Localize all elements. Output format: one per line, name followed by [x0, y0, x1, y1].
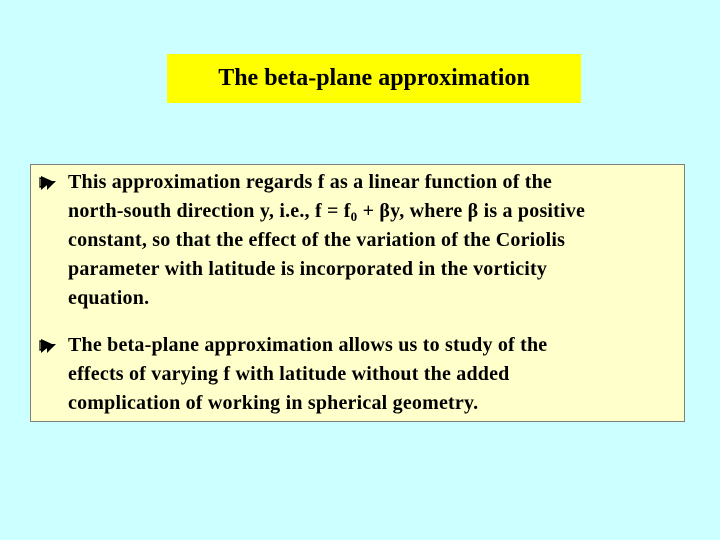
- title-box: [167, 54, 581, 103]
- arrow-bullet-icon: [39, 168, 61, 197]
- bullet-1-text: [68, 168, 684, 313]
- bullet-2-text: [68, 331, 684, 418]
- bullet-1-line-2: [68, 197, 684, 226]
- bullet-2-line-2: effects of varying f with latitude without the added: [68, 363, 510, 385]
- bullet-1-line-1: This approximation regards f as a linear function of the: [68, 171, 553, 193]
- f-subscript: 0: [350, 209, 358, 224]
- bullet-1-line-5: equation.: [68, 287, 150, 309]
- arrow-bullet-icon: [39, 331, 61, 360]
- content-box: [30, 164, 685, 422]
- bullet-2-line-1: The beta-plane approximation allows us to study of the: [68, 334, 548, 356]
- bullet-2-line-3: complication of working in spherical geometry.: [68, 392, 479, 414]
- slide-title: The beta-plane approximation: [218, 65, 530, 91]
- bullet-1-line-2-part-b: + βy, where β is a positive: [357, 200, 586, 222]
- bullet-1-line-3: constant, so that the effect of the variation of the Coriolis: [68, 229, 566, 251]
- bullet-1-line-4: parameter with latitude is incorporated in the vorticity: [68, 258, 548, 280]
- bullet-1-line-2-part-a: north-south direction y, i.e., f = f: [68, 200, 351, 222]
